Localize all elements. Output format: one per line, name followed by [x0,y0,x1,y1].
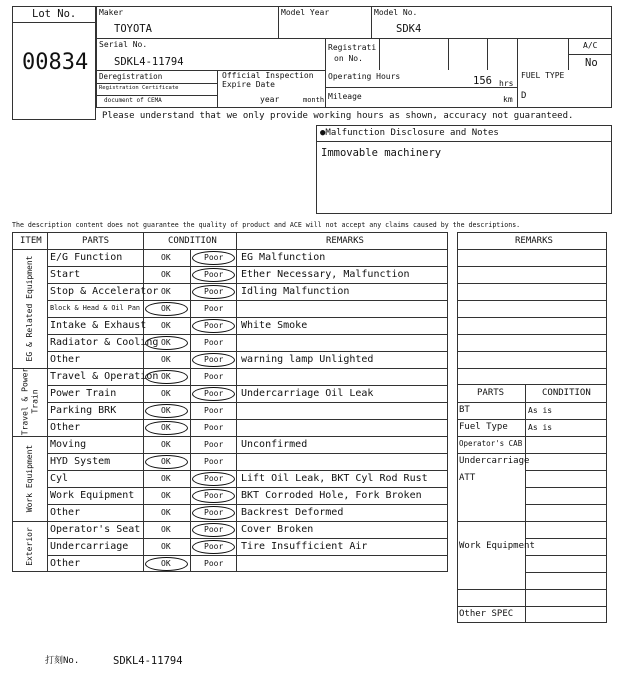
poor-selected-circle [192,523,235,537]
part-name: Cyl [50,473,69,484]
maker-label: Maker [99,8,124,17]
lot-number: 00834 [22,50,89,75]
poor-option[interactable]: Poor [204,321,224,330]
remark-text: Idling Malfunction [241,286,350,297]
ok-selected-circle [145,455,188,469]
ok-option[interactable]: OK [161,372,171,381]
poor-selected-circle [192,506,235,520]
km-label: km [503,95,513,104]
ok-option[interactable]: OK [161,423,171,432]
poor-option[interactable]: Poor [204,270,224,279]
month-label: month [303,96,325,104]
serial-value: SDKL4-11794 [114,56,184,68]
part-name: HYD System [50,456,111,467]
ok-option[interactable]: OK [161,321,171,330]
ok-option[interactable]: OK [161,474,171,483]
deregistration-label: Deregistration [99,72,163,81]
ok-selected-circle [145,370,188,384]
part-name: Parking BRK [50,405,117,416]
ok-option[interactable]: OK [161,508,171,517]
side-part-name: Work Equipment [459,541,535,551]
poor-option[interactable]: Poor [204,542,224,551]
stamp-number: SDKL4-11794 [113,655,183,667]
ac-label: A/C [583,41,598,50]
part-name: Moving [50,439,87,450]
part-name: Undercarriage [50,541,129,552]
side-part-name: Operator's CAB [459,439,523,448]
item-group-label: Train [30,389,39,414]
year-label: year [260,95,280,104]
poor-option[interactable]: Poor [204,559,224,568]
item-group-label: EG & Related Equipment [25,255,34,361]
ok-option[interactable]: OK [161,440,171,449]
remark-text: Tire Insufficient Air [241,541,368,552]
remark-text: Lift Oil Leak, BKT Cyl Rod Rust [241,473,428,484]
poor-option[interactable]: Poor [204,474,224,483]
poor-selected-circle [192,472,235,486]
malfunction-title: ●Malfunction Disclosure and Notes [320,128,499,138]
poor-option[interactable]: Poor [204,423,224,432]
ok-selected-circle [145,421,188,435]
remark-text: warning lamp Unlighted [241,354,374,365]
mileage-label: Mileage [328,92,362,101]
item-header: ITEM [20,236,42,246]
hours-notice: Please understand that we only provide working hours as shown, accuracy not guaranteed. [102,111,574,121]
cema-label: document of CEMA [104,97,162,104]
inspection-label-2: Expire Date [222,80,275,89]
ok-selected-circle [145,557,188,571]
side-part-name: Other SPEC [459,609,514,619]
item-group-3 [12,436,47,521]
remark-text: Undercarriage Oil Leak [241,388,374,399]
poor-selected-circle [192,319,235,333]
hrs-label: hrs [499,79,514,88]
poor-option[interactable]: Poor [204,406,224,415]
poor-option[interactable]: Poor [204,457,224,466]
parts-header: PARTS [82,236,110,246]
ok-option[interactable]: OK [161,491,171,500]
ok-selected-circle [145,404,188,418]
poor-option[interactable]: Poor [204,491,224,500]
stamp-label: 打刻No. [45,656,80,666]
remark-text: Ether Necessary, Malfunction [241,269,410,280]
operating-hours-value: 156 [473,75,492,87]
item-group-4 [12,521,47,572]
side-remarks-row [457,249,607,250]
side-remarks-row [457,317,607,318]
poor-option[interactable]: Poor [204,304,224,313]
ok-selected-circle [145,302,188,316]
registration-label-1: Registrati [328,43,377,52]
poor-selected-circle [192,353,235,367]
part-name: Stop & Accelerator [50,286,159,297]
poor-option[interactable]: Poor [204,372,224,381]
part-name: Power Train [50,388,117,399]
part-name: Other [50,558,81,569]
model-no-value: SDK4 [396,23,422,35]
maker-value: TOYOTA [114,23,152,35]
poor-selected-circle [192,251,235,265]
item-group-label: Exterior [25,526,34,566]
ok-option[interactable]: OK [161,457,171,466]
ok-option[interactable]: OK [161,355,171,364]
remarks-header: REMARKS [326,236,364,246]
malfunction-notes: Immovable machinery [321,147,442,159]
side-remarks-row [457,368,607,369]
side-part-name: ATT [459,473,476,483]
ok-option[interactable]: OK [161,304,171,313]
model-no-label: Model No. [374,8,418,17]
ok-option[interactable]: OK [161,270,171,279]
malfunction-box [316,125,612,214]
remark-text: EG Malfunction [241,252,326,263]
side-remarks-row [457,334,607,335]
part-name: Operator's Seat [50,524,141,535]
part-name: Intake & Exhaust [50,320,147,331]
side-remarks-row [457,266,607,267]
inspection-label-1: Official Inspection [222,71,314,80]
side-parts-header: PARTS [477,388,505,398]
disclaimer: The description content does not guarantee the quality of product and ACE will not accept any claims caused by the descriptions. [12,221,521,229]
poor-selected-circle [192,540,235,554]
part-name: Travel & Operation [50,371,159,382]
poor-selected-circle [192,387,235,401]
ok-option[interactable]: OK [161,525,171,534]
serial-label: Serial No. [99,40,148,49]
poor-option[interactable]: Poor [204,508,224,517]
remark-text: Cover Broken [241,524,314,535]
ok-option[interactable]: OK [161,287,171,296]
part-name: Other [50,507,81,518]
side-part-condition: As is [528,423,553,432]
part-name: Other [50,354,81,365]
lot-label: Lot No. [32,8,77,20]
poor-option[interactable]: Poor [204,355,224,364]
item-group-1 [12,249,47,368]
side-part-name: Undercarriage [459,456,530,466]
poor-option[interactable]: Poor [204,440,224,449]
poor-selected-circle [192,489,235,503]
poor-selected-circle [192,285,235,299]
part-name: E/G Function [50,252,123,263]
part-name: Start [50,269,81,280]
side-part-name: BT [459,405,470,415]
fuel-type-label: FUEL TYPE [521,71,565,80]
remark-text: BKT Corroded Hole, Fork Broken [241,490,422,501]
item-group-label: Travel & Power [20,367,29,436]
side-remarks-row [457,300,607,301]
ok-option[interactable]: OK [161,406,171,415]
side-remarks-frame [457,232,607,385]
side-remarks-header: REMARKS [515,236,553,246]
poor-option[interactable]: Poor [204,525,224,534]
ok-option[interactable]: OK [161,253,171,262]
side-part-condition: As is [528,406,553,415]
registration-certificate-label: Registration Certificate [99,85,179,91]
side-remarks-row [457,283,607,284]
fuel-type-value: D [521,91,527,101]
ok-option[interactable]: OK [161,542,171,551]
remark-text: White Smoke [241,320,308,331]
table-row [47,419,448,436]
table-row [47,555,448,572]
poor-option[interactable]: Poor [204,253,224,262]
remark-text: Backrest Deformed [241,507,344,518]
registration-label-2: on No. [334,54,363,63]
poor-option[interactable]: Poor [204,287,224,296]
item-group-2 [12,368,47,436]
condition-header: CONDITION [168,236,217,246]
part-name: Block & Head & Oil Pan [50,304,141,312]
ok-option[interactable]: OK [161,338,171,347]
ac-value: No [585,57,598,69]
part-name: Other [50,422,81,433]
ok-option[interactable]: OK [161,559,171,568]
side-remarks-row [457,351,607,352]
model-year-label: Model Year [281,8,330,17]
part-name: Work Equipment [50,490,135,501]
poor-selected-circle [192,268,235,282]
ok-option[interactable]: OK [161,389,171,398]
ok-selected-circle [145,336,188,350]
side-condition-header: CONDITION [542,388,591,398]
poor-option[interactable]: Poor [204,338,224,347]
operating-hours-label: Operating Hours [328,72,401,81]
poor-option[interactable]: Poor [204,389,224,398]
side-part-name: Fuel Type [459,422,508,432]
item-group-label: Work Equipment [25,444,34,512]
remark-text: Unconfirmed [241,439,308,450]
part-name: Radiator & Cooling [50,337,159,348]
